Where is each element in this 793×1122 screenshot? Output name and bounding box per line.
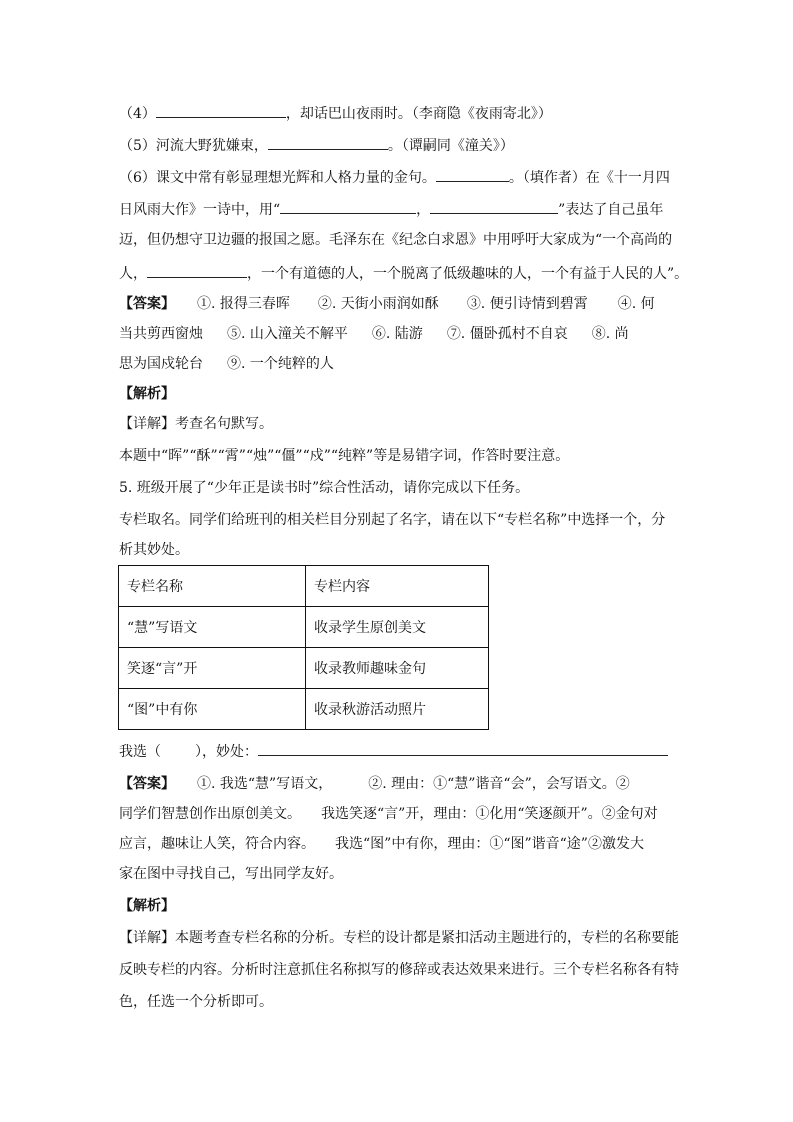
answer-item: ②. 天街小雨润如酥 <box>317 296 439 312</box>
table-row <box>119 689 489 730</box>
table-header-row <box>119 566 489 607</box>
choice-line <box>119 740 668 760</box>
answer-text: 应言，趣味让人笑，符合内容。 <box>119 836 315 852</box>
analysis-1-note: 本题中“晖”“酥”“霄”“烛”“僵”“戍”“纯粹”等是易错字词，作答时要注意。 <box>119 448 570 464</box>
q5-text: （5）河流大野犹嫌束， <box>119 138 268 154</box>
answer-1-line-3 <box>119 354 334 374</box>
merit-blank[interactable] <box>258 740 668 756</box>
answer-1-line-2 <box>119 324 629 344</box>
answer-text: ②. 理由：①“慧”谐音“会”，会写语文。② <box>368 776 630 792</box>
q6-text-d1: 人， <box>119 266 147 282</box>
answer-item: ⑨. 一个纯粹的人 <box>227 356 334 372</box>
q6-text-a: （6）课文中常有彰显理想光辉和人格力量的金句。 <box>119 170 436 186</box>
answer-text: 我选笑逐“言”开，理由：①化用“笑逐颜开”。②金句对 <box>321 806 658 822</box>
question-6-line-3 <box>119 230 672 250</box>
q5-blank[interactable] <box>268 134 388 150</box>
analysis-2-line-2: 反映专栏的内容。分析时注意抓住名称拟写的修辞或表达效果来进行。三个专栏名称各有特 <box>119 962 679 978</box>
question-5-line <box>119 134 514 154</box>
answer-label: 【答案】 <box>119 296 175 312</box>
analysis-1-detail: 【详解】考查名句默写。 <box>119 416 273 432</box>
q4-number: （4） <box>119 106 156 122</box>
q6-text-a-tail: 。（填作者）在《十一月四 <box>508 170 670 186</box>
table-cell: “慧”写语文 <box>119 607 306 648</box>
answer-label: 【答案】 <box>119 776 175 792</box>
q6-text-b2: ”表达了自己虽年 <box>558 202 664 218</box>
table-cell: 收录学生原创美文 <box>306 607 489 648</box>
q6-poem-blank-2[interactable] <box>430 198 558 214</box>
answer-item: ⑧. 尚 <box>591 326 629 342</box>
analysis-2-line-1: 【详解】本题考查专栏名称的分析。专栏的设计都是紧扣活动主题进行的，专栏的名称要能 <box>119 930 679 946</box>
answer-item: ⑥. 陆游 <box>371 326 423 342</box>
q6-text-b1: 日风雨大作》一诗中，用“ <box>119 202 281 218</box>
answer-1-line-1 <box>119 294 655 314</box>
answer-text: ①. 我选“慧”写语文， <box>197 776 333 792</box>
table-header-cell: 专栏名称 <box>119 566 306 607</box>
q6-text-d2: ，一个有道德的人，一个脱离了低级趣味的人，一个有益于人民的人”。 <box>247 266 689 282</box>
analysis-1-label: 【解析】 <box>119 386 175 402</box>
analysis-2-label: 【解析】 <box>119 898 175 914</box>
question-6-line-1 <box>119 166 670 186</box>
table-row <box>119 607 489 648</box>
question-5-task-line-1: 专栏取名。同学们给班刊的相关栏目分别起了名字，请在以下“专栏名称”中选择一个，分 <box>119 512 666 528</box>
answer-2-line-1 <box>119 774 630 794</box>
answer-item: 当共剪西窗烛 <box>119 326 203 342</box>
table-cell: 笑逐“言”开 <box>119 648 306 689</box>
table-row <box>119 648 489 689</box>
answer-text: 我选“图”中有你，理由：①“图”谐音“途”②激发大 <box>335 836 644 852</box>
answer-item: ①. 报得三春晖 <box>197 296 290 312</box>
table-cell: 收录秋游活动照片 <box>306 689 489 730</box>
question-5-task-line-2: 析其妙处。 <box>119 542 189 558</box>
q6-mao-blank[interactable] <box>147 262 247 278</box>
question-6-line-4 <box>119 262 688 282</box>
q4-blank[interactable] <box>156 102 286 118</box>
answer-item: ③. 便引诗情到碧霄 <box>466 296 588 312</box>
answer-2-line-2 <box>119 804 658 824</box>
q6-text-c: 迈，但仍想守卫边疆的报国之愿。毛泽东在《纪念白求恩》中用呼吁大家成为“一个高尚的 <box>119 232 673 248</box>
answer-text: 同学们智慧创作出原创美文。 <box>119 806 301 822</box>
table-cell: 收录教师趣味金句 <box>306 648 489 689</box>
analysis-2-line-3: 色，任选一个分析即可。 <box>119 994 273 1010</box>
q6-poem-blank-1[interactable] <box>280 198 416 214</box>
question-4-line <box>119 102 552 122</box>
question-6-line-2 <box>119 198 663 218</box>
question-5-title: 5. 班级开展了“少年正是读书时”综合性活动，请你完成以下任务。 <box>119 480 530 496</box>
q6-author-blank[interactable] <box>436 166 509 182</box>
answer-item: ④. 何 <box>617 296 655 312</box>
q5-tail: 。（谭嗣同《潼关》） <box>387 138 514 154</box>
choice-mid: ），妙处： <box>195 744 258 760</box>
answer-item: ⑦. 僵卧孤村不自哀 <box>446 326 568 342</box>
answer-2-line-3 <box>119 834 644 854</box>
answer-item: ⑤. 山入潼关不解平 <box>227 326 348 342</box>
column-table <box>118 565 489 730</box>
q6-comma: ， <box>416 202 431 218</box>
answer-2-line-4: 家在图中寻找自己，写出同学友好。 <box>119 866 343 882</box>
q4-text: ，却话巴山夜雨时。（李商隐《夜雨寄北》） <box>285 106 552 122</box>
choice-prefix: 我选（ <box>119 744 161 760</box>
table-cell: “图”中有你 <box>119 689 306 730</box>
answer-item: 思为国戍轮台 <box>119 356 203 372</box>
table-header-cell: 专栏内容 <box>306 566 489 607</box>
